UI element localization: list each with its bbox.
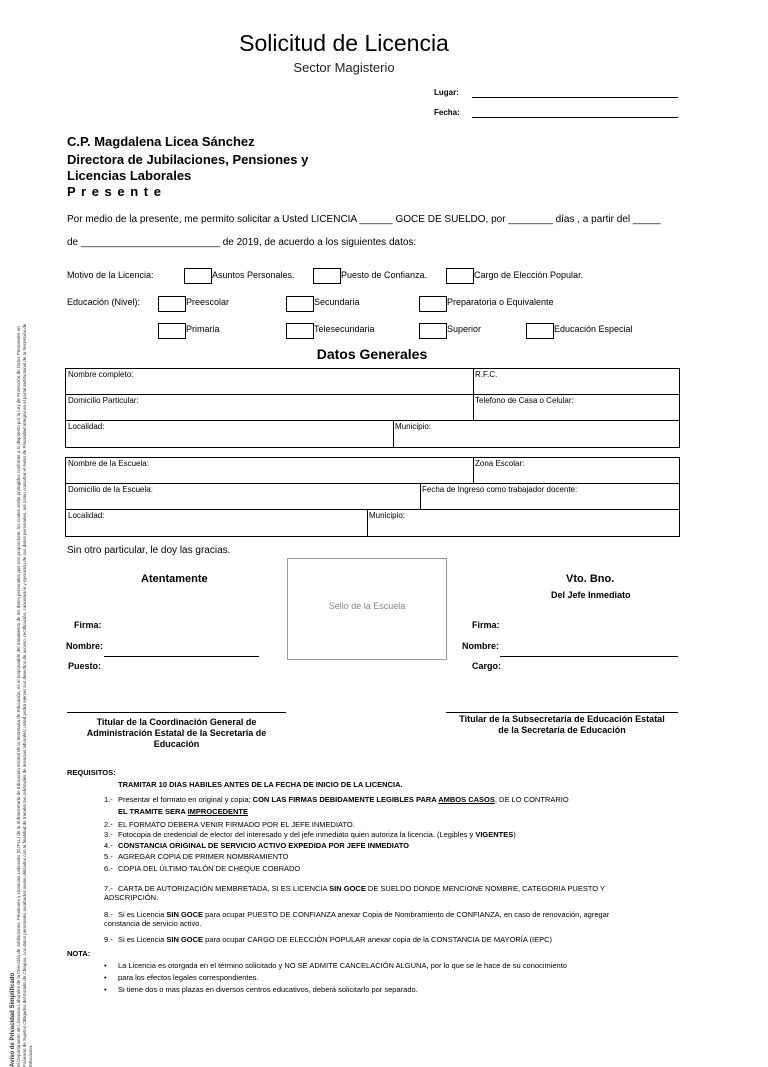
requisito-text-c: DE SUELDO DONDE MENCIONE NOMBRE, CATEGORIA PUESTO Y ADSCRIPCIÓN. (104, 884, 605, 902)
closing-text: Sin otro particular, le doy las gracias. (67, 545, 231, 556)
nota-bullet-3: • (104, 985, 107, 994)
requisito-number: 6.- (104, 864, 113, 873)
nota-item-3: Si tiene dos o mas plazas en diversos centros educativos, deberá solicitarlo por separado. (118, 985, 418, 994)
option-preparatoria: Preparatoria o Equivalente (447, 297, 554, 307)
requisito-text-b: CONSTANCIA ORIGINAL DE SERVICIO ACTIVO EXPEDIDA POR JEFE INMEDIATO (118, 841, 410, 850)
nombre-escuela-field[interactable]: Nombre de la Escuela: (68, 459, 149, 468)
datos-escuela-table (65, 457, 680, 537)
checkbox-superior[interactable] (419, 323, 447, 339)
requisito-number: 4.- (104, 841, 113, 850)
fecha-ingreso-field[interactable]: Fecha de Ingreso como trabajador docente: (422, 485, 578, 494)
coord-line-2: Administración Estatal de la Secretaría de (86, 728, 267, 738)
lugar-field[interactable] (472, 97, 678, 98)
requisito-text-b: VIGENTES (475, 830, 514, 839)
sello-box (287, 558, 447, 660)
municipio-escuela-field[interactable]: Municipio: (369, 511, 406, 520)
puesto-label: Puesto: (68, 661, 102, 671)
requisito-text-b: SIN GOCE (329, 884, 366, 893)
localidad-field[interactable]: Localidad: (68, 422, 105, 431)
requisito-text-c: para ocupar CARGO DE ELECCIÓN POPULAR anexar copia de la CONSTANCIA DE MAYORÍA (IEPC) (203, 935, 553, 944)
requisito-text-a: EL FORMATO DEBERA VENIR FIRMADO POR EL JEFE INMEDIATO. (118, 820, 355, 829)
requisito-item (104, 807, 634, 816)
requisito-item (104, 830, 634, 839)
requisito-item (104, 820, 634, 829)
option-educacion-especial: Educación Especial (554, 324, 633, 334)
coord-line-1: Titular de la Coordinación General de (96, 717, 257, 727)
nota-item-1: La Licencia es otorgada en el término solicitado y NO SE ADMITE CANCELACIÓN ALGUNA, por lo que se le hace de su conocimiento (118, 961, 567, 970)
page-title: Solicitud de Licencia (239, 30, 449, 56)
checkbox-educacion-especial[interactable] (526, 323, 554, 339)
telefono-field[interactable]: Telefono de Casa o Celular: (475, 396, 574, 405)
intro-line-2: de _________________________ de 2019, de acuerdo a los siguientes datos: (67, 237, 417, 248)
nota-item-2: para los efectos legales correspondientes. (118, 973, 259, 982)
requisito-text-b: SIN GOCE (166, 910, 204, 919)
nombre-right-label: Nombre: (462, 641, 500, 651)
coord-title (67, 717, 286, 750)
nombre-completo-field[interactable]: Nombre completo: (68, 370, 134, 379)
option-secundaria: Secundaria (314, 297, 360, 307)
zona-escolar-field[interactable]: Zona Escolar: (475, 459, 525, 468)
subsec-title (446, 714, 678, 736)
requisito-item (104, 795, 634, 804)
subsec-line-1: Titular de la Subsecretaría de Educación Estatal (459, 714, 665, 724)
firma-right-label: Firma: (472, 620, 500, 630)
requisito-number: 7.- (104, 884, 113, 893)
requisito-number: 9.- (104, 935, 113, 944)
page-subtitle: Sector Magisterio (293, 60, 395, 75)
requisito-item (104, 864, 634, 873)
presente: P r e s e n t e (67, 184, 162, 199)
privacy-notice (10, 307, 50, 1067)
datos-personales-table (65, 368, 680, 448)
checkbox-primaria[interactable] (158, 323, 186, 339)
subsec-line-2: de la Secretaría de Educación (498, 725, 626, 735)
requisito-text-a: Si es Licencia (118, 910, 167, 919)
lugar-label: Lugar: (434, 88, 459, 97)
cargo-label: Cargo: (472, 661, 501, 671)
requisito-item (104, 910, 634, 928)
requisito-text-c: ) (513, 830, 516, 839)
requisito-text-a: AGREGAR COPIA DE PRIMER NOMBRAMIENTO (118, 852, 289, 861)
requisito-text-a: COPIA DEL ÚLTIMO TALÓN DE CHEQUE COBRADO (118, 864, 301, 873)
jefe-inmediato-label: Del Jefe Inmediato (551, 590, 631, 600)
domicilio-particular-field[interactable]: Domicilio Particular: (68, 396, 139, 405)
fecha-field[interactable] (472, 117, 678, 118)
requisito-text-u: AMBOS CASOS (438, 795, 495, 804)
requisito-number: 1.- (104, 795, 113, 804)
requisitos-label: REQUISITOS: (67, 768, 116, 777)
datos-generales-title: Datos Generales (316, 346, 428, 362)
requisito-item (104, 852, 634, 861)
requisito-text-b: CON LAS FIRMAS DEBIDAMENTE LEGIBLES PARA (252, 795, 439, 804)
requisito-number: 3.- (104, 830, 113, 839)
requisito-number: 2.- (104, 820, 113, 829)
requisito-item (104, 841, 634, 850)
municipio-field[interactable]: Municipio: (395, 422, 432, 431)
requisito-text-a: Fotocopia de credencial de elector del interesado y del jefe inmediato quien autoriza la licencia. (Legibles y (118, 830, 476, 839)
atentamente-label: Atentamente (141, 573, 208, 585)
option-puesto-confianza: Puesto de Confianza. (341, 270, 428, 280)
option-superior: Superior (447, 324, 482, 334)
firma-left-label: Firma: (74, 620, 102, 630)
requisito-text-a: Si es Licencia (118, 935, 167, 944)
privacy-title: Aviso de Privacidad Simplificado (10, 972, 16, 1067)
requisito-text-b: EL TRAMITE SERA (118, 807, 188, 816)
checkbox-cargo-eleccion[interactable] (446, 268, 474, 284)
domicilio-escuela-field[interactable]: Domicilio de la Escuela: (68, 485, 153, 494)
option-asuntos-personales: Asuntos Personales. (212, 270, 295, 280)
nombre-left-field[interactable] (104, 656, 259, 657)
fecha-label: Fecha: (434, 108, 460, 117)
checkbox-telesecundaria[interactable] (286, 323, 314, 339)
addressee-role-1: Directora de Jubilaciones, Pensiones y (67, 152, 309, 167)
rfc-field[interactable]: R.F.C. (475, 370, 498, 379)
nota-label: NOTA: (67, 949, 91, 958)
option-cargo-eleccion: Cargo de Elección Popular. (474, 270, 584, 280)
requisito-item (104, 884, 634, 902)
requisito-text-u: IMPROCEDENTE (187, 807, 249, 816)
requisito-number: 5.- (104, 852, 113, 861)
educacion-label: Educación (Nivel): (67, 297, 141, 307)
nota-bullet-2: • (104, 973, 107, 982)
requisitos-heading: TRAMITAR 10 DIAS HABILES ANTES DE LA FECHA DE INICIO DE LA LICENCIA. (118, 780, 403, 789)
sello-label: Sello de la Escuela (328, 601, 406, 611)
requisito-text-a: Presentar el formato en original y copia; (118, 795, 253, 804)
option-preescolar: Preescolar (186, 297, 230, 307)
vto-bno-label: Vto. Bno. (566, 573, 615, 585)
nombre-right-field[interactable] (500, 656, 678, 657)
option-primaria: Primaria (186, 324, 220, 334)
checkbox-preescolar[interactable] (158, 296, 186, 312)
coord-line-3: Educación (153, 739, 200, 749)
requisito-text-b: SIN GOCE (166, 935, 204, 944)
checkbox-preparatoria[interactable] (419, 296, 447, 312)
motivo-label: Motivo de la Licencia: (67, 270, 154, 280)
checkbox-secundaria[interactable] (286, 296, 314, 312)
localidad-escuela-field[interactable]: Localidad: (68, 511, 105, 520)
checkbox-puesto-confianza[interactable] (313, 268, 341, 284)
coord-signature-line[interactable] (67, 712, 286, 713)
nota-bullet-1: • (104, 961, 107, 970)
addressee-name: C.P. Magdalena Licea Sánchez (67, 134, 255, 149)
requisito-text-c: , DE LO CONTRARIO (494, 795, 569, 804)
checkbox-asuntos-personales[interactable] (184, 268, 212, 284)
intro-line-1: Por medio de la presente, me permito solicitar a Usted LICENCIA ______ GOCE DE SUELDO, por ________ días , a partir del _____ (67, 214, 661, 225)
requisito-number: 8.- (104, 910, 113, 919)
addressee-role-2: Licencias Laborales (67, 168, 192, 183)
requisito-text-a: CARTA DE AUTORIZACIÓN MEMBRETADA, SI ES LICENCIA (118, 884, 330, 893)
option-telesecundaria: Telesecundaria (314, 324, 375, 334)
requisito-item (104, 935, 634, 944)
nombre-left-label: Nombre: (66, 641, 104, 651)
subsec-signature-line[interactable] (446, 712, 678, 713)
privacy-text: El Departamento de Licencias Laborales de la Dirección de Jubilaciones, Pensiones y Licencias Laborales (DJPLL) de la Subsecretaría de Educación Estatal de la Secretaría de Educación, es el responsable del tratamiento de los datos personales que nos proporcione, los cuales serán protegidos conforme a lo dispuesto por la Ley de Protección de Datos Personales en Posesión de Sujetos Obligados del Estado de Chiapas. Los datos personales recabados serán utilizados con la finalidad de tramitar las solicitudes de licencias laborales; usted podrá ejercer sus derechos de acceso, rectificación, cancelación y oposición de sus datos personales, así como consultar el Aviso de Privacidad Integral en el portal institucional de la Secretaría de Educación. (16, 323, 33, 1067)
requisito-text-c: para ocupar PUESTO DE CONFIANZA anexar Copia de Nombramiento de CONFIANZA, en caso de renovación, agregar constancia de servicio activo. (104, 910, 610, 928)
